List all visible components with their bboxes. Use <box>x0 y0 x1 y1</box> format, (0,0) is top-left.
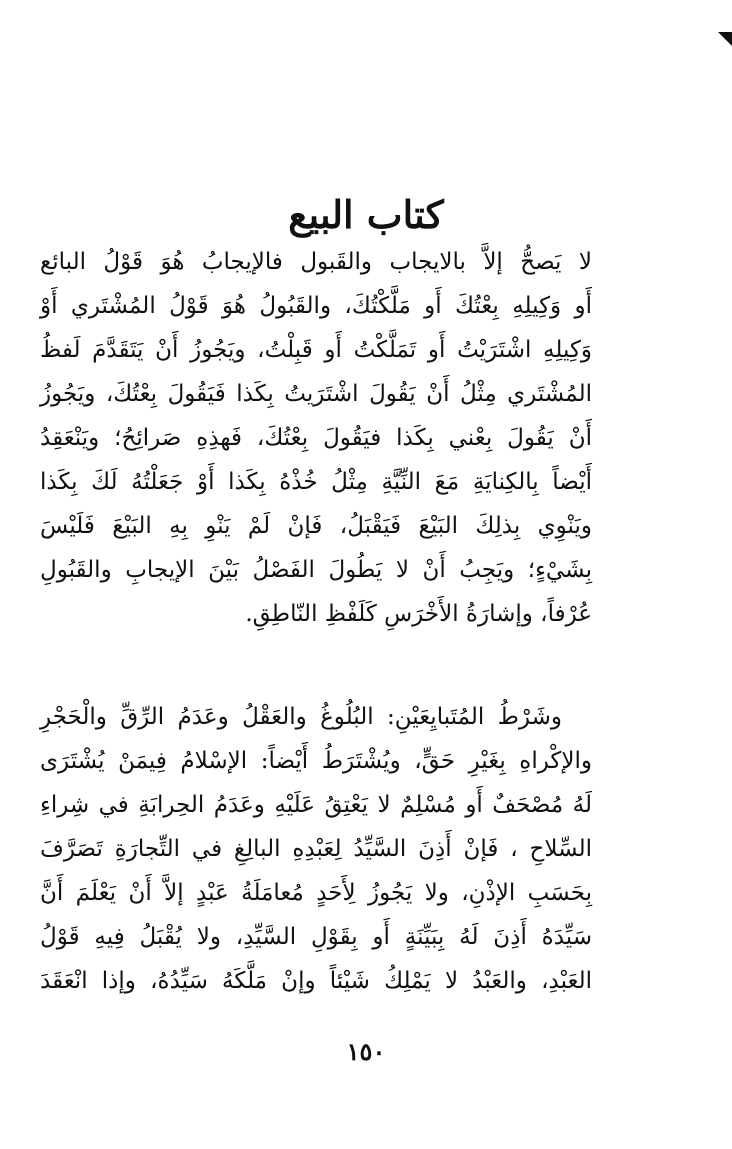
corner-triangle-icon <box>718 32 732 46</box>
text-line: ويَنْوِي بِذلِكَ البَيْعَ فَيَقْبَلُ، فَإنْ لَمْ يَنْوِ بِهِ البَيْعَ فَلَيْسَ <box>40 513 592 539</box>
paragraph-2 <box>40 695 592 1003</box>
text-line: أَنْ يَقُولَ بِعْني بِكَذا فيَقُولَ بِعْتُكَ، فَهذِهِ صَرائِحُ؛ ويَنْعَقِدُ <box>40 425 592 451</box>
text-line: سَيِّدَهُ أَذِنَ لَهُ بِبَيِّنَةٍ أَو بِقَوْلِ السَّيِّدِ، ولا يُقْبَلُ فِيهِ قَوْلُ <box>40 924 592 950</box>
text-line: المُشْتَري مِثْلُ أَنْ يَقُولَ اشْتَرَيتُ بِكَذا فَيَقُولَ بِعْتُكَ، ويَجُوزُ <box>40 381 592 407</box>
text-line: السِّلاحِ ، فَإنْ أَذِنَ السَّيِّدُ لِعَبْدِهِ البالِغِ في التِّجارَةِ تَصَرَّفَ <box>40 836 592 862</box>
text-line: العَبْدِ، والعَبْدُ لا يَمْلِكُ شَيْئاً وإنْ مَلَّكَهُ سَيِّدُهُ، وإذا انْعَقَدَ <box>40 968 592 994</box>
page-number: ١٥٠ <box>346 1037 386 1066</box>
text-line: بِشَيْءٍ؛ ويَجِبُ أَنْ لا يَطُولَ الفَصْلُ بَيْنَ الإيجابِ والقَبُولِ <box>40 557 592 583</box>
text-line: وَكِيلِهِ اشْتَرَيْتُ أَو تَمَلَّكْتُ أَو قَبِلْتُ، ويَجُوزُ أَنْ يَتَقَدَّمَ لَفظُ <box>40 337 592 363</box>
text-line: عُرْفاً، وإشارَةُ الأَخْرَسِ كَلَفْظِ النّاطِقِ. <box>245 601 592 627</box>
text-line: لا يَصحُّ إلاَّ بالايجاب والقَبول فالإيجابُ هُوَ قَوْلُ البائع <box>40 249 592 275</box>
page-title: كتاب البيع <box>288 192 444 238</box>
text-line: وشَرْطُ المُتَبايِعَيْنِ: البُلُوغُ والعَقْلُ وعَدَمُ الرِّقِّ والْحَجْرِ <box>40 704 562 730</box>
text-line: والإكْراهِ بِغَيْرِ حَقٍّ، ويُشْتَرَطُ أَيْضاً: الإسْلامُ فِيمَنْ يُشْتَرَى <box>40 748 592 774</box>
text-line: أَو وَكِيلِهِ بِعْتُكَ أَو مَلَّكْتُكَ، والقَبُولُ هُوَ قَوْلُ المُشْتَري أَوْ <box>40 293 592 319</box>
text-line: لَهُ مُصْحَفٌ أَو مُسْلِمٌ لا يَعْتِقُ عَلَيْهِ وعَدَمُ الحِرابَةِ في شِراءِ <box>40 792 592 818</box>
paragraph-1 <box>40 240 592 636</box>
text-line: أَيْضاً بِالكِنايَةِ مَعَ النِّيَّةِ مِثْلُ خُذْهُ بِكَذا أَوْ جَعَلْتُهُ لَكَ بِكَذا <box>40 469 592 495</box>
text-line: بِحَسَبِ الإذْنِ، ولا يَجُوزُ لِأَحَدٍ مُعامَلَةُ عَبْدٍ إلاَّ أَنْ يَعْلَمَ أَنَّ <box>40 880 592 906</box>
